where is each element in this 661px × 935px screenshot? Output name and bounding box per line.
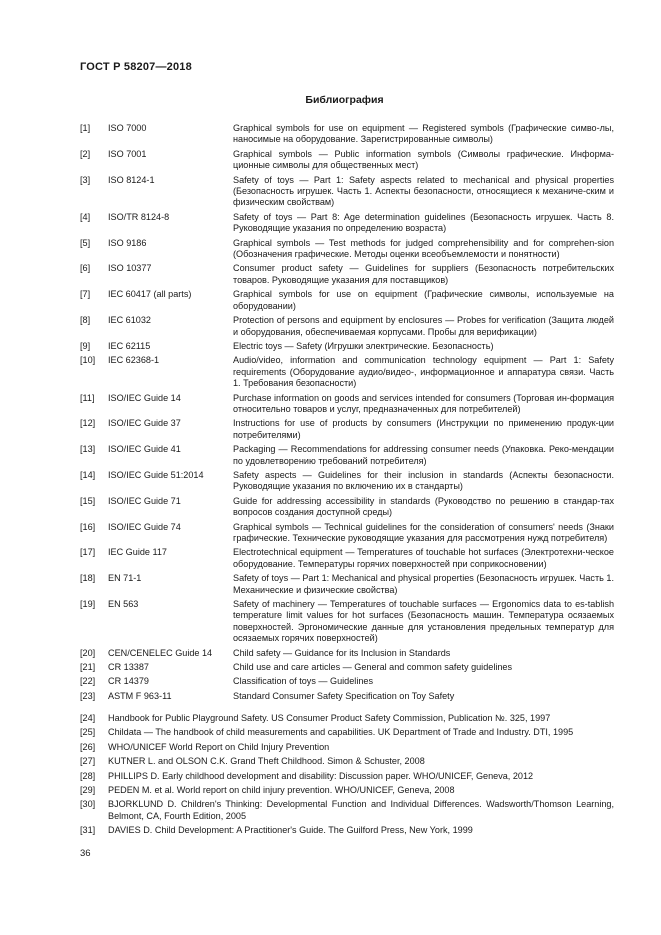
entry-description: Guide for addressing accessibility in standards (Руководство по решению в стандар-тах вопросов создания доступной среды) (233, 495, 614, 518)
entry-description: PHILLIPS D. Early childhood development and disability: Discussion paper. WHO/UNICEF, Geneva, 2012 (108, 770, 534, 781)
entry-number: [22] (80, 676, 96, 687)
bibliography-entry (80, 263, 614, 286)
entry-description: Childata — The handbook of child measurements and capabilities. UK Department of Trade and Industry. DTI, 1995 (108, 727, 574, 738)
standard-code: ISO/IEC Guide 37 (108, 418, 181, 429)
standard-code: CR 13387 (108, 662, 149, 673)
standard-code: EN 563 (108, 599, 139, 610)
bibliography-entry (80, 418, 614, 441)
standard-code: ISO/IEC Guide 14 (108, 392, 181, 403)
bibliography-entry (80, 799, 614, 822)
entry-description: KUTNER L. and OLSON C.K. Grand Theft Childhood. Simon & Schuster, 2008 (108, 756, 425, 767)
bibliography-entry (80, 573, 614, 596)
entry-number: [1] (80, 123, 91, 133)
entry-description: Graphical symbols — Technical guidelines for the consideration of consumers' needs (Знаки графические. Технические руководящие указания для рассмотрения нужд потребителя) (233, 521, 614, 543)
entry-description: Child safety — Guidance for its Inclusion in Standards (233, 647, 451, 658)
entry-description: Standard Consumer Safety Specification on Toy Safety (233, 690, 455, 701)
standard-code: EN 71-1 (108, 573, 142, 584)
entry-description: Classification of toys — Guidelines (233, 676, 374, 687)
entry-description: Instructions for use of products by consumers (Инструкции по применению продук-ции потребителями) (233, 418, 614, 440)
entry-number: [16] (80, 521, 96, 532)
entry-description: Handbook for Public Playground Safety. US Consumer Product Safety Commission, Publication №. 325, 1997 (108, 713, 551, 723)
entry-number: [5] (80, 237, 91, 248)
bibliography-entry (80, 289, 614, 312)
entry-number: [31] (80, 825, 96, 836)
entry-number: [19] (80, 599, 96, 610)
standard-code: ISO 7000 (108, 123, 147, 133)
bibliography-entry (80, 599, 614, 645)
page-number: 36 (80, 848, 91, 859)
entry-description: PEDEN M. et al. World report on child injury prevention. WHO/UNICEF, Geneva, 2008 (108, 785, 455, 796)
entry-description: Electric toys — Safety (Игрушки электрические. Безопасность) (233, 340, 494, 351)
entry-number: [27] (80, 756, 96, 767)
standard-code: ISO/IEC Guide 71 (108, 495, 181, 506)
bibliography-entry (80, 238, 614, 261)
bibliography-entry (80, 175, 614, 209)
page-title: Библиография (305, 94, 384, 106)
bibliography-entry (80, 123, 614, 146)
entry-number: [11] (80, 392, 95, 403)
entry-description: Electrotechnical equipment — Temperatures of touchable hot surfaces (Электротехни-ческое оборудование. Температуры горячих поверхностей при соприкосновении) (233, 547, 614, 569)
bibliography-entry (80, 212, 614, 235)
references-list (80, 713, 614, 840)
entry-number: [9] (80, 340, 91, 351)
entry-number: [2] (80, 148, 91, 159)
entry-description: DAVIES D. Child Development: A Practitioner's Guide. The Guilford Press, New York, 1999 (108, 825, 473, 836)
entry-number: [10] (80, 355, 96, 366)
standard-code: ISO 8124-1 (108, 174, 155, 185)
standard-code: ISO/IEC Guide 51:2014 (108, 469, 204, 480)
document-header: ГОСТ Р 58207—2018 (80, 61, 192, 73)
entry-number: [8] (80, 315, 91, 326)
entry-description: Graphical symbols for use on equipment — Registered symbols (Графические симво-лы, наносимые на оборудование. Зарегистрированные символы) (233, 123, 614, 145)
standard-code: ISO/IEC Guide 41 (108, 444, 181, 455)
bibliography-entry (80, 522, 614, 545)
entry-number: [12] (80, 418, 96, 429)
entry-description: Graphical symbols — Public information symbols (Символы графические. Информа-ционные символы для общественных мест) (233, 148, 614, 171)
standard-code: ISO 10377 (108, 263, 152, 274)
entry-number: [26] (80, 741, 96, 752)
entry-description: Child use and care articles — General and common safety guidelines (233, 662, 513, 673)
standard-code: ASTM F 963-11 (108, 690, 172, 701)
entry-description: Graphical symbols for use on equipment (Графические символы, используемые на оборудовании) (233, 289, 614, 311)
bibliography-entry (80, 648, 614, 659)
entry-description: Safety of toys — Part 1: Mechanical and physical properties (Безопасность игрушек. Часть 1. Механические и физические свойства) (233, 573, 614, 595)
entry-number: [15] (80, 495, 96, 506)
bibliography-entry (80, 713, 614, 724)
standard-code: CR 14379 (108, 676, 149, 687)
entry-number: [18] (80, 573, 96, 584)
bibliography-entry (80, 341, 614, 352)
entry-description: WHO/UNICEF World Report on Child Injury Prevention (108, 741, 330, 752)
entry-description: BJORKLUND D. Children's Thinking: Developmental Function and Individual Differences. Wadsworth/Thomson Learning, Belmont, CA, Fourth Edition, 2005 (108, 799, 614, 821)
entry-number: [7] (80, 289, 91, 300)
bibliography-entry (80, 149, 614, 172)
entry-description: Safety of toys — Part 1: Safety aspects related to mechanical and physical properties (Безопасность игрушек. Часть 1. Аспекты безопасности, относящиеся к механиче-ским и физическим свойствам) (233, 174, 614, 208)
entry-description: Protection of persons and equipment by enclosures — Probes for verification (Защита людей и оборудования, обеспечиваемая корпусами. Пробы для верификации) (233, 315, 614, 337)
entry-description: Consumer product safety — Guidelines for suppliers (Безопасность потребительских товаров. Руководящие указания для поставщиков) (233, 263, 614, 285)
bibliography-entry (80, 756, 614, 767)
entry-description: Purchase information on goods and services intended for consumers (Торговая ин-формация относительно товаров и услуг, предназначенных для потребителей) (233, 392, 614, 414)
standard-code: CEN/CENELEC Guide 14 (108, 647, 213, 658)
bibliography-entry (80, 444, 614, 467)
bibliography-entry (80, 727, 614, 738)
entry-number: [17] (80, 547, 96, 558)
standard-code: ISO/TR 8124-8 (108, 211, 170, 222)
entry-description: Safety of machinery — Temperatures of touchable surfaces — Ergonomics data to es-tablish temperature limit values for hot surfaces (Безопасность машин. Температура осязаемых поверхностей. Эргономические данные для установления предельных температур для осязаемых горячих поверхностей) (233, 599, 614, 644)
entry-number: [28] (80, 770, 96, 781)
standard-code: ISO 9186 (108, 237, 147, 248)
bibliography-entry (80, 676, 614, 687)
bibliography-entry (80, 742, 614, 753)
standard-code: IEC 60417 (all parts) (108, 289, 192, 300)
standard-code: IEC 62368-1 (108, 355, 160, 366)
standard-code: IEC 61032 (108, 315, 151, 326)
entry-description: Packaging — Recommendations for addressing consumer needs (Упаковка. Реко-мендации по удовлетворению требований потребителя) (233, 444, 614, 466)
entry-description: Audio/video, information and communication technology equipment — Part 1: Safety requirements (Оборудование аудио/видео-, информационное и аппаратура связи. Часть 1. Требования безопасности) (233, 355, 614, 389)
bibliography-entry (80, 393, 614, 416)
bibliography-entry (80, 547, 614, 570)
entry-number: [25] (80, 727, 96, 738)
standard-code: IEC 62115 (108, 340, 151, 351)
bibliography-entry (80, 470, 614, 493)
standard-code: IEC Guide 117 (108, 547, 167, 558)
entry-number: [29] (80, 785, 96, 796)
entry-number: [23] (80, 690, 96, 701)
bibliography-entry (80, 825, 614, 836)
standard-code: ISO 7001 (108, 148, 147, 159)
entry-number: [24] (80, 713, 96, 723)
bibliography-entry (80, 662, 614, 673)
entry-number: [21] (80, 662, 96, 673)
standards-list (80, 123, 614, 705)
entry-number: [3] (80, 174, 91, 185)
standard-code: ISO/IEC Guide 74 (108, 521, 181, 532)
entry-number: [30] (80, 799, 96, 810)
entry-number: [6] (80, 263, 91, 274)
entry-number: [13] (80, 444, 96, 455)
entry-description: Safety aspects — Guidelines for their inclusion in standards (Аспекты безопасности. Руководящие указания по включению их в стандарты) (233, 469, 614, 492)
entry-number: [20] (80, 647, 96, 658)
entry-description: Safety of toys — Part 8: Age determination guidelines (Безопасность игрушек. Часть 8. Руководящие указания по определению возраста) (233, 211, 614, 234)
bibliography-entry (80, 315, 614, 338)
bibliography-entry (80, 355, 614, 389)
entry-number: [4] (80, 211, 91, 222)
bibliography-entry (80, 785, 614, 796)
bibliography-entry (80, 496, 614, 519)
bibliography-entry (80, 771, 614, 782)
entry-number: [14] (80, 469, 96, 480)
bibliography-entry (80, 691, 614, 702)
entry-description: Graphical symbols — Test methods for judged comprehensibility and for comprehen-sion (Обозначения графические. Методы оценки всеобъемлемости и понятности) (233, 237, 614, 260)
